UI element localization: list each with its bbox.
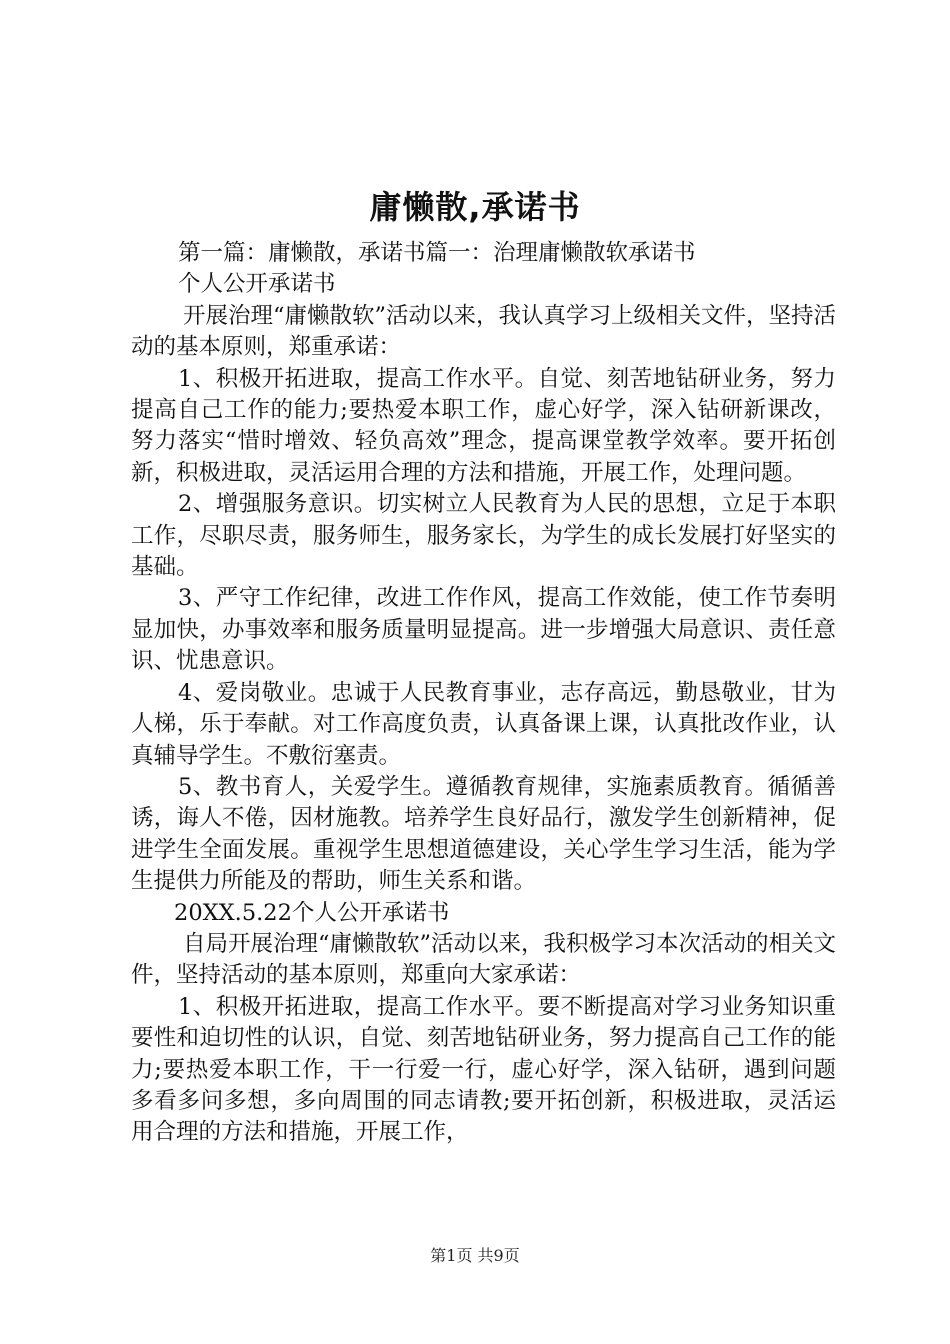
document-body <box>131 238 836 1149</box>
paragraph-heading: 第一篇：庸懒散，承诺书篇一：治理庸懒散软承诺书 <box>178 240 696 266</box>
paragraph-item-3: 3、严守工作纪律，改进工作作风，提高工作效能，使工作节奏明显加快，办事效率和服务质量明显提高。进一步增强大局意识、责任意识、忧患意识。 <box>131 585 836 675</box>
paragraph-item-1: 1、积极开拓进取，提高工作水平。自觉、刻苦地钻研业务，努力提高自己工作的能力;要热爱本职工作，虚心好学，深入钻研新课改，努力落实“惜时增效、轻负高效”理念，提高课堂教学效率。要开拓创新，积极进取，灵活运用合理的方法和措施，开展工作，处理问题。 <box>131 365 836 486</box>
paragraph-intro: 开展治理“庸懒散软”活动以来，我认真学习上级相关文件，坚持活动的基本原则，郑重承诺： <box>131 302 837 361</box>
paragraph-subheading: 个人公开承诺书 <box>178 271 336 298</box>
paragraph-item-4: 4、爱岗敬业。忠诚于人民教育事业，志存高远，勤恳敬业，甘为人梯，乐于奉献。对工作高度负责，认真备课上课，认真批改作业，认真辅导学生。不敷衍塞责。 <box>131 679 836 769</box>
paragraph-item-5: 5、教书育人，关爱学生。遵循教育规律，实施素质教育。循循善诱，诲人不倦，因材施教。培养学生良好品行，激发学生创新精神，促进学生全面发展。重视学生思想道德建设，关心学生学习生活，能为学生提供力所能及的帮助，师生关系和谐。 <box>131 773 836 895</box>
document-title: 庸懒散,承诺书 <box>369 188 581 226</box>
paragraph-item-2: 2、增强服务意识。切实树立人民教育为人民的思想，立足于本职工作，尽职尽责，服务师生，服务家长，为学生的成长发展打好坚实的基础。 <box>131 491 836 581</box>
paragraph-intro-2: 自局开展治理“庸懒散软”活动以来，我积极学习本次活动的相关文件，坚持活动的基本原则，郑重向大家承诺： <box>131 930 837 989</box>
paragraph-date-heading: 20XX.5.22个人公开承诺书 <box>174 899 450 926</box>
paragraph-item-1b: 1、积极开拓进取，提高工作水平。要不断提高对学习业务知识重要性和迫切性的认识，自觉、刻苦地钻研业务，努力提高自己工作的能力;要热爱本职工作，干一行爱一行，虚心好学，深入钻研，遇到问题多看多问多想，多向周围的同志请教;要开拓创新，积极进取，灵活运用合理的方法和措施，开展工作， <box>131 993 836 1146</box>
page-footer: 第1页 共9页 <box>430 1246 520 1265</box>
